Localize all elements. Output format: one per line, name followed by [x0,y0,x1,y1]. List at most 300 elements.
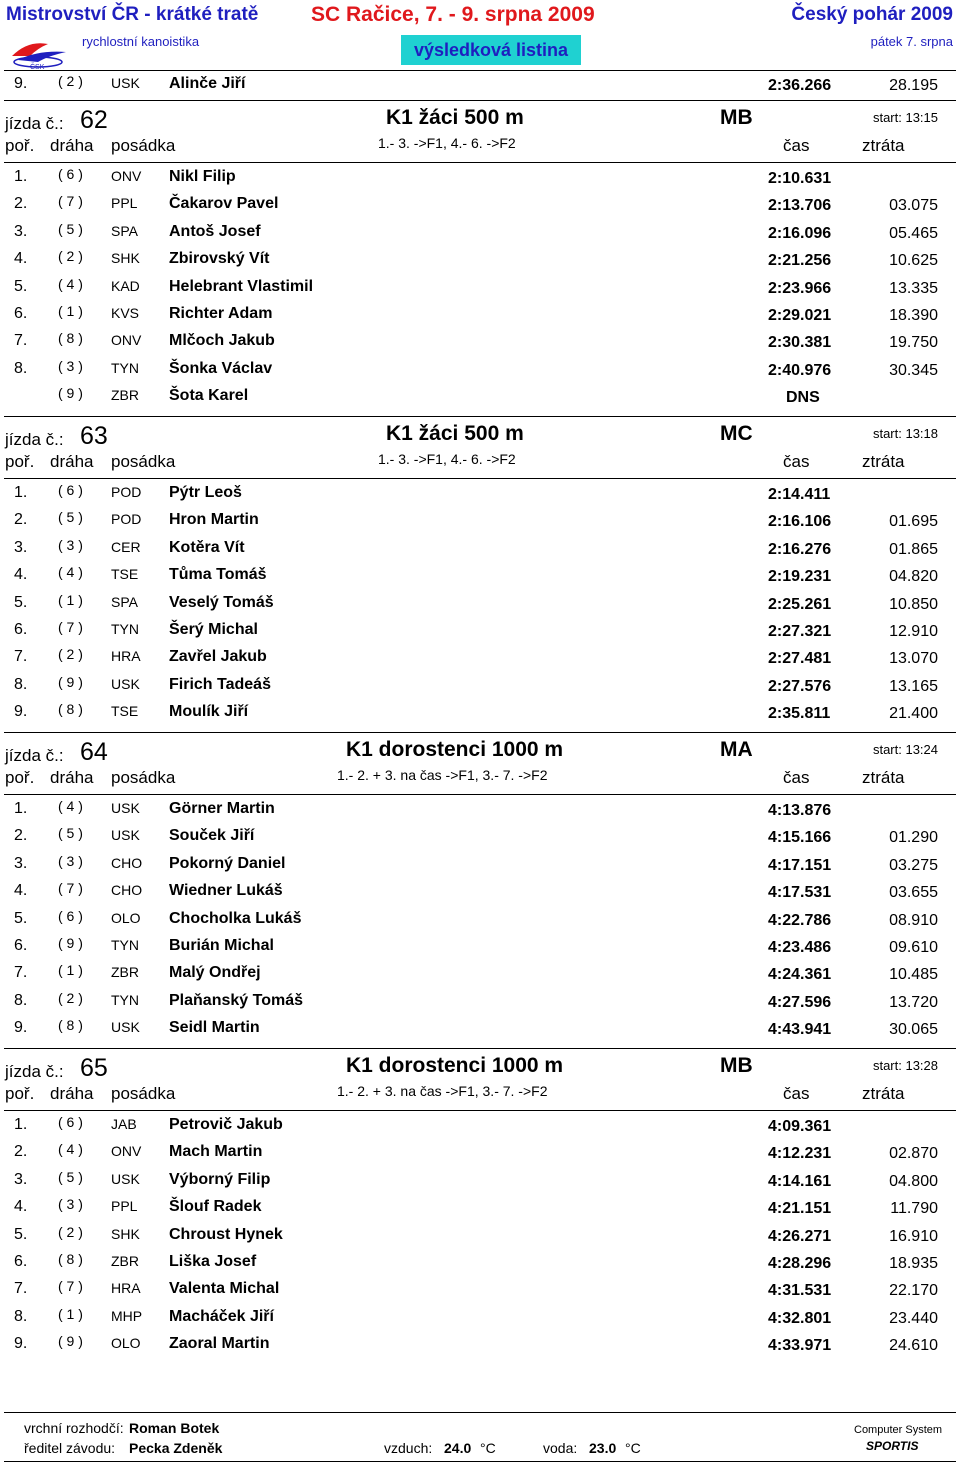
lane: ( 2 ) [58,248,83,265]
col-header-position: poř. [5,1084,35,1103]
position: 7. [14,648,28,666]
race-number-label: jízda č.: [5,1062,64,1081]
time: 2:16.276 [768,540,832,558]
time-loss: 01.695 [889,513,938,531]
water-temp-label: voda: [543,1440,578,1456]
start-time: start: 13:28 [872,1058,938,1073]
table-row [0,247,960,273]
competitor-name: Zavřel Jakub [169,648,267,666]
time-loss: 13.070 [889,650,938,668]
col-header-position: poř. [5,452,35,471]
start-time: start: 13:24 [872,742,938,757]
race-group: MC [720,422,753,445]
club: ONV [111,1143,142,1160]
race-header [0,420,960,476]
club: KAD [111,277,140,294]
competitor-name: Čakarov Pavel [169,195,279,213]
time-loss: 10.850 [889,595,938,613]
table-row [0,1113,960,1139]
position: 5. [14,1225,28,1243]
results-list-badge: výsledková listina [401,35,581,65]
competitor-name: Souček Jiří [169,827,255,845]
competitor-name: Moulík Jiří [169,703,249,721]
lane: ( 6 ) [58,482,83,498]
competitor-name: Kotěra Vít [169,538,245,556]
table-row [0,618,960,644]
race-category: K1 žáci 500 m [386,422,524,445]
club: SPA [111,222,138,239]
competitor-name: Görner Martin [169,800,275,817]
position: 5. [14,593,28,611]
qualification-rule: 1.- 3. ->F1, 4.- 6. ->F2 [378,135,516,151]
header-underline [4,794,956,795]
position: 7. [14,332,28,350]
lane: ( 7 ) [58,193,83,210]
table-row [0,1223,960,1249]
club: OLO [111,1335,141,1352]
race-number-label: jízda č.: [5,430,64,449]
time-loss: 12.910 [889,623,938,640]
air-temp: 24.0 [444,1440,472,1456]
table-row [0,700,960,726]
time: 2:10.631 [768,170,832,187]
table-row [0,1195,960,1221]
time-loss: 01.290 [889,829,938,847]
competitor-name: Chocholka Lukáš [169,909,302,927]
table-row [0,961,960,987]
club: CHO [111,854,143,871]
lane: ( 5 ) [58,509,83,526]
position: 2. [14,827,28,845]
competitor-name: Macháček Jiří [169,1307,274,1325]
time-loss: 22.170 [889,1282,938,1300]
race-group: MA [720,738,753,761]
competitor-name: Šlouf Radek [169,1198,262,1216]
water-temp-unit: °C [625,1440,641,1456]
section-divider [4,1048,956,1049]
time-loss: 18.935 [889,1255,938,1272]
position: 5. [14,277,28,295]
position: 8. [14,991,28,1009]
club: USK [111,675,140,692]
time-loss: 05.465 [889,224,938,242]
lane: ( 2 ) [58,646,83,663]
competitor-name: Pýtr Leoš [169,484,242,501]
position: 4. [14,882,28,900]
club: POD [111,511,142,528]
race-group: MB [720,1054,753,1077]
table-row [0,384,960,410]
time: 2:19.231 [768,568,832,586]
time: 4:23.486 [768,939,832,956]
time: 2:21.256 [768,252,832,270]
position: 6. [14,621,28,638]
club: SHK [111,250,140,267]
time-loss: 04.820 [889,568,938,586]
section-divider [4,100,956,101]
time-loss: 30.065 [889,1021,938,1039]
club: ONV [111,332,142,349]
system-label: Computer System [854,1424,943,1436]
lane: ( 9 ) [58,935,83,951]
time: 4:15.166 [768,829,832,847]
time: 2:35.811 [768,705,831,723]
table-row [0,1305,960,1331]
col-header-lane: dráha [50,768,94,787]
competitor-name: Firich Tadeáš [169,675,271,693]
position: 6. [14,937,28,954]
table-row [0,508,960,534]
competitor-name: Šonka Václav [169,359,273,377]
time-loss: 03.275 [889,856,938,874]
competitor-name: Richter Adam [169,305,273,322]
lane: ( 5 ) [58,220,83,237]
lane: ( 7 ) [58,1278,83,1295]
position: 8. [14,1307,28,1325]
table-row [0,1016,960,1042]
time-loss: 10.485 [889,966,938,984]
position: 4. [14,1198,28,1216]
competitor-name: Tůma Tomáš [169,566,267,584]
director-name: Pecka Zdeněk [129,1440,223,1456]
club: TYN [111,621,139,637]
lane: ( 3 ) [58,357,83,374]
time: 2:40.976 [768,361,832,379]
table-row [0,1277,960,1303]
time-loss: 09.610 [889,939,938,956]
time-loss: 30.345 [889,361,938,379]
club: USK [111,75,140,91]
club: SPA [111,593,138,610]
header-underline [4,1110,956,1111]
time: 4:09.361 [768,1118,832,1135]
club: MHP [111,1307,143,1324]
club: TYN [111,359,139,376]
time: 2:16.096 [768,224,832,242]
section-divider [4,416,956,417]
footer [4,1412,956,1462]
time: 2:36.266 [768,77,832,94]
competitor-name: Výborný Filip [169,1170,271,1188]
lane: ( 2 ) [58,989,83,1006]
race-number: 63 [80,422,108,450]
position: 3. [14,1170,28,1188]
lane: ( 6 ) [58,1114,83,1130]
club: ONV [111,168,142,184]
position: 2. [14,195,28,213]
competitor-name: Malý Ondřej [169,964,261,982]
competitor-name: Šerý Michal [169,621,258,638]
lane: ( 9 ) [58,673,83,690]
table-row [0,481,960,507]
position: 8. [14,675,28,693]
time-loss: 04.800 [889,1172,938,1190]
club: TYN [111,991,139,1008]
lane: ( 1 ) [58,303,83,319]
position: 3. [14,222,28,240]
club: USK [111,800,140,816]
referee-label: vrchní rozhodčí: [24,1420,124,1436]
race-number-label: jízda č.: [5,746,64,765]
time-loss: 18.390 [889,307,938,324]
lane: ( 1 ) [58,962,83,979]
position: 1. [14,484,28,501]
club: SHK [111,1225,140,1242]
position: 2. [14,511,28,529]
lane: ( 8 ) [58,1017,83,1034]
competitor-name: Mlčoch Jakub [169,332,275,350]
start-time: start: 13:15 [872,110,938,125]
club: POD [111,484,142,500]
lane: ( 4 ) [58,564,83,581]
table-row [0,591,960,617]
club: TSE [111,703,139,720]
club: ZBR [111,1253,139,1269]
position: 3. [14,538,28,556]
col-header-time: čas [783,1084,810,1103]
table-row [0,1332,960,1358]
race-category: K1 dorostenci 1000 m [346,1054,564,1077]
time-loss: 21.400 [889,705,938,723]
lane: ( 5 ) [58,1168,83,1185]
time: 4:28.296 [768,1255,832,1272]
time: 4:14.161 [768,1172,832,1190]
col-header-time: čas [783,768,810,787]
time-loss: 13.335 [889,279,938,297]
referee-name: Roman Botek [129,1420,220,1436]
competitor-name: Mach Martin [169,1143,263,1161]
race-number: 64 [80,738,108,766]
col-header-lane: dráha [50,452,94,471]
sportis-logo: SPORTIS [866,1439,919,1453]
col-header-loss: ztráta [862,452,905,471]
competitor-name: Petrovič Jakub [169,1116,283,1133]
club: JAB [111,1116,137,1132]
col-header-lane: dráha [50,136,94,155]
time-loss: 01.865 [889,540,938,558]
col-header-position: poř. [5,768,35,787]
lane: ( 3 ) [58,536,83,553]
svg-text:ČSK: ČSK [30,64,45,70]
club: ZBR [111,964,139,981]
competition-title: Mistrovství ČR - krátké tratě [6,4,259,25]
time-loss: 24.610 [889,1337,938,1355]
competitor-name: Antoš Josef [169,222,261,240]
lane: ( 4 ) [58,275,83,292]
time: 4:27.596 [768,993,832,1011]
csk-logo-icon [8,26,72,70]
col-header-loss: ztráta [862,768,905,787]
position: 9. [14,75,28,92]
time: 4:17.151 [768,856,832,874]
position: 8. [14,359,28,377]
lane: ( 2 ) [58,73,83,89]
competitor-name: Chroust Hynek [169,1225,283,1243]
time: 2:25.261 [768,595,832,613]
col-header-lane: dráha [50,1084,94,1103]
time: 4:13.876 [768,802,832,819]
race-number-label: jízda č.: [5,114,64,133]
lane: ( 2 ) [58,1223,83,1240]
table-row [0,1140,960,1166]
time: 4:24.361 [768,966,832,984]
lane: ( 3 ) [58,852,83,869]
time-loss: 02.870 [889,1145,938,1163]
time: 2:29.021 [768,307,832,324]
time-loss: 19.750 [889,334,938,352]
table-row [0,302,960,328]
table-row [0,275,960,301]
table-row [0,824,960,850]
lane: ( 8 ) [58,330,83,347]
position: 7. [14,1280,28,1298]
competitor-name: Šota Karel [169,387,249,405]
qualification-rule: 1.- 3. ->F1, 4.- 6. ->F2 [378,451,516,467]
table-row [0,536,960,562]
position: 5. [14,909,28,927]
table-row [0,165,960,191]
lane: ( 9 ) [58,1333,83,1350]
time-loss: 23.440 [889,1309,938,1327]
time: 4:12.231 [768,1145,832,1163]
position: 2. [14,1143,28,1161]
race-group: MB [720,106,753,129]
time: 2:27.321 [768,623,832,640]
time: 2:23.966 [768,279,832,297]
lane: ( 8 ) [58,1251,83,1267]
header-underline [4,478,956,479]
lane: ( 7 ) [58,619,83,635]
lane: ( 1 ) [58,1305,83,1322]
lane: ( 7 ) [58,880,83,897]
club: CER [111,538,141,555]
table-row [0,989,960,1015]
race-number: 62 [80,106,108,134]
club: OLO [111,909,141,926]
race-header [0,1052,960,1108]
table-row [0,907,960,933]
lane: ( 8 ) [58,701,83,718]
section-divider [4,732,956,733]
position: 1. [14,1116,28,1133]
club: TYN [111,937,139,953]
lane: ( 6 ) [58,907,83,924]
club: USK [111,1019,140,1036]
venue-dates: SC Račice, 7. - 9. srpna 2009 [311,3,595,26]
position: 1. [14,168,28,185]
position: 6. [14,1253,28,1270]
air-temp-unit: °C [480,1440,496,1456]
position: 9. [14,1335,28,1353]
time: 4:31.531 [768,1282,832,1300]
competitor-name: Nikl Filip [169,168,236,185]
competitor-name: Alinče Jiří [169,75,246,92]
position: 9. [14,703,28,721]
lane: ( 6 ) [58,166,83,182]
race-number: 65 [80,1054,108,1082]
competitor-name: Plaňanský Tomáš [169,991,303,1009]
position: 4. [14,566,28,584]
time-loss: 08.910 [889,911,938,929]
race-header [0,736,960,792]
table-row [0,1168,960,1194]
table-row [0,72,960,98]
col-header-crew: posádka [111,768,176,787]
time: 4:21.151 [768,1200,832,1218]
table-row [0,1250,960,1276]
competitor-name: Valenta Michal [169,1280,280,1298]
time: 2:30.381 [768,334,832,352]
day-label: pátek 7. srpna [870,34,953,49]
sport-subtitle: rychlostní kanoistika [82,34,200,49]
competitor-name: Veselý Tomáš [169,593,274,611]
time: 4:26.271 [768,1227,832,1245]
col-header-crew: posádka [111,136,176,155]
position: 3. [14,854,28,872]
race-header [0,104,960,160]
time: 2:27.481 [768,650,832,668]
club: ZBR [111,387,139,404]
competitor-name: Zbirovský Vít [169,250,270,268]
col-header-time: čas [783,452,810,471]
club: KVS [111,305,140,321]
table-row [0,797,960,823]
competitor-name: Burián Michal [169,937,274,954]
competitor-name: Seidl Martin [169,1019,260,1037]
position: 6. [14,305,28,322]
qualification-rule: 1.- 2. + 3. na čas ->F1, 3.- 7. ->F2 [337,1083,548,1099]
air-temp-label: vzduch: [384,1440,433,1456]
club: HRA [111,648,141,665]
time: 2:27.576 [768,677,832,695]
table-row [0,879,960,905]
table-row [0,192,960,218]
status-dns: DNS [786,389,820,407]
header-divider [4,70,956,71]
time-loss: 11.790 [890,1200,938,1218]
time: 4:22.786 [768,911,832,929]
table-row [0,673,960,699]
time: 2:16.106 [768,513,832,531]
col-header-time: čas [783,136,810,155]
competitor-name: Wiedner Lukáš [169,882,283,900]
club: CHO [111,882,143,899]
col-header-loss: ztráta [862,136,905,155]
time-loss: 13.165 [889,677,938,695]
club: USK [111,827,140,844]
col-header-loss: ztráta [862,1084,905,1103]
race-category: K1 dorostenci 1000 m [346,738,564,761]
time-loss: 03.655 [889,884,938,902]
club: USK [111,1170,140,1187]
header-underline [4,162,956,163]
club: HRA [111,1280,141,1297]
water-temp: 23.0 [589,1440,617,1456]
table-row [0,852,960,878]
table-row [0,220,960,246]
competitor-name: Liška Josef [169,1253,257,1270]
time-loss: 13.720 [889,993,938,1011]
position: 4. [14,250,28,268]
competitor-name: Pokorný Daniel [169,854,286,872]
qualification-rule: 1.- 2. + 3. na čas ->F1, 3.- 7. ->F2 [337,767,548,783]
club: PPL [111,1198,138,1215]
time: 4:43.941 [768,1021,832,1039]
lane: ( 3 ) [58,1196,83,1213]
time-loss: 28.195 [889,77,938,94]
time-loss: 10.625 [889,252,938,270]
col-header-crew: posádka [111,452,176,471]
